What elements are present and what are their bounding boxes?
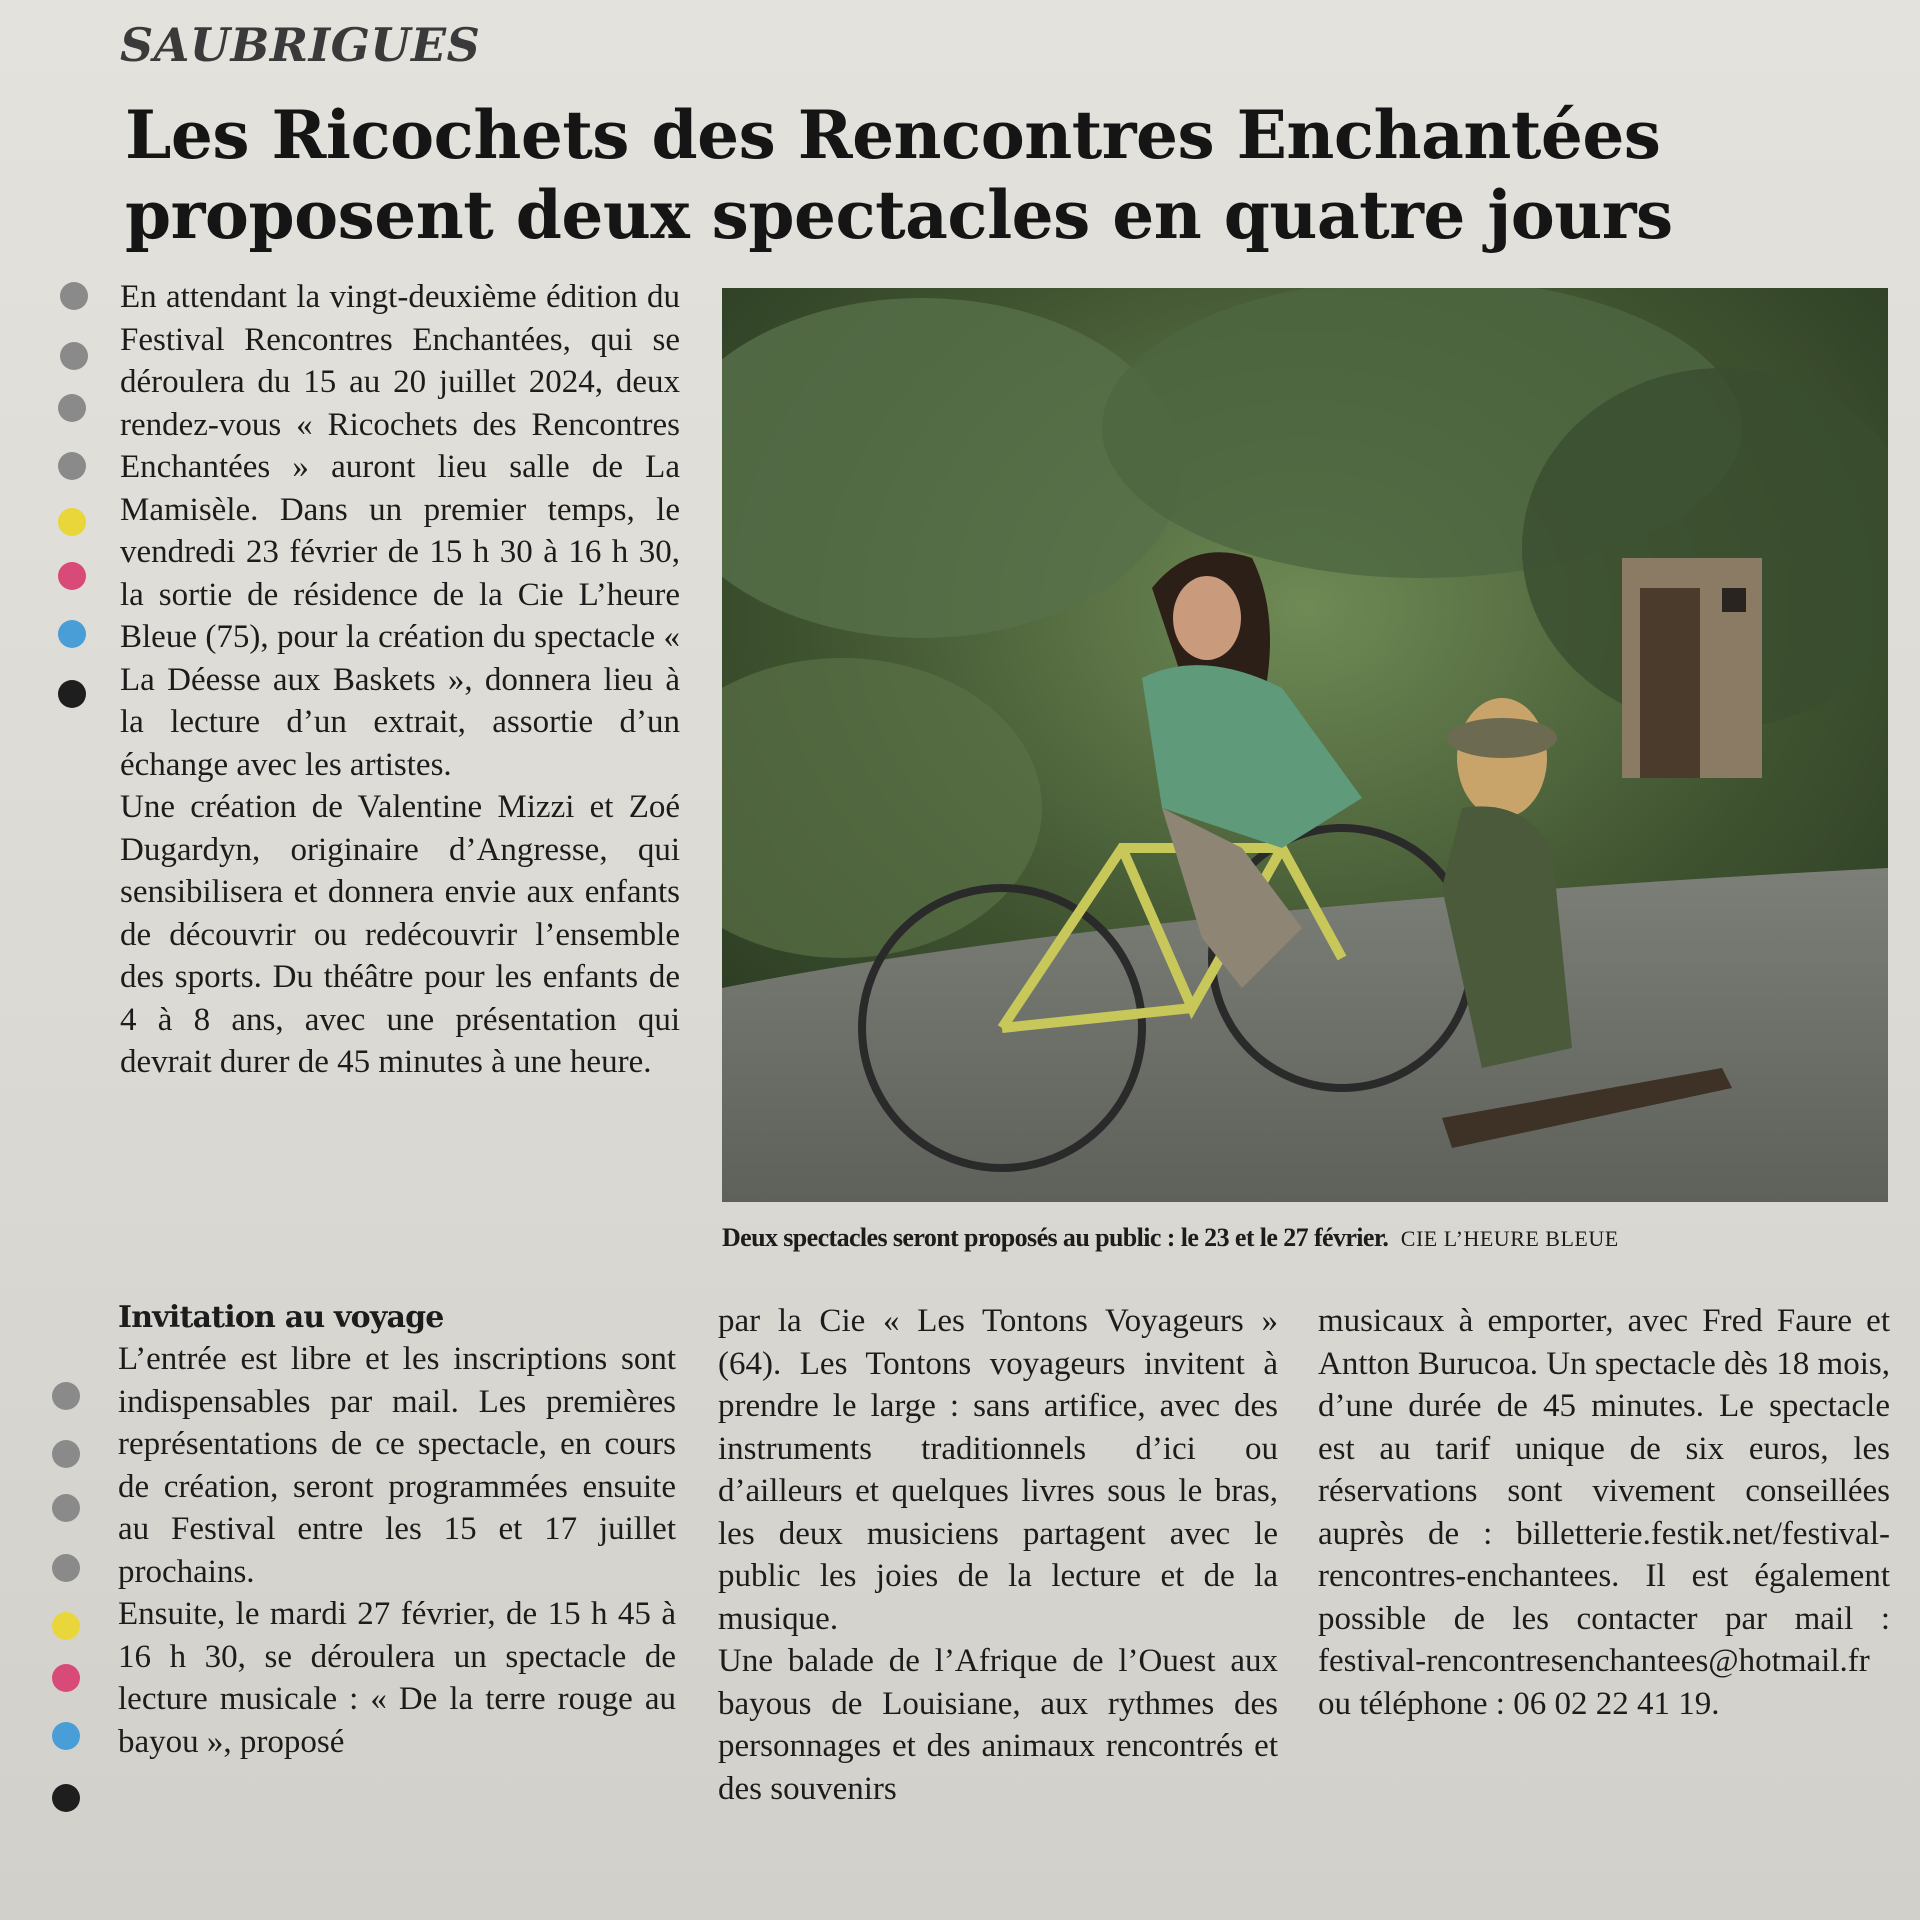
body-paragraph: par la Cie « Les Tontons Voyageurs » (64). Les Tontons voyageurs invitent à prendre le large : sans artifice, avec des instruments traditionnels d’ici ou d’ailleurs et quelques livres sous le bras, les deux musiciens partagent avec le public les joies de la lecture et de la musique. — [718, 1303, 1278, 1637]
registration-dot — [58, 680, 86, 708]
registration-dot — [58, 620, 86, 648]
body-column-2 — [718, 1300, 1278, 1810]
caption-text: Deux spectacles seront proposés au public : le 23 et le 27 février. — [722, 1223, 1389, 1252]
body-column-1 — [118, 1298, 676, 1763]
cyclist-skateboarder-photo — [722, 288, 1888, 1202]
registration-dot — [52, 1440, 80, 1468]
registration-dot — [58, 394, 86, 422]
body-column-3 — [1318, 1300, 1890, 1725]
registration-dot — [58, 452, 86, 480]
registration-dot — [52, 1612, 80, 1640]
registration-dot — [60, 282, 88, 310]
intro-paragraph: Une création de Valentine Mizzi et Zoé Dugardyn, originaire d’Angresse, qui sensibilisera et donnera envie aux enfants de découvrir ou redécouvrir l’ensemble des sports. Du théâtre pour les enfants de 4 à 8 ans, avec une présentation qui devrait durer de 45 minutes à une heure. — [120, 789, 680, 1080]
registration-dot — [52, 1554, 80, 1582]
registration-dot — [52, 1664, 80, 1692]
registration-dot — [52, 1784, 80, 1812]
article-headline: Les Ricochets des Rencontres Enchantées proposent deux spectacles en quatre jours — [125, 96, 1673, 254]
section-subhead: Invitation au voyage — [118, 1300, 444, 1335]
body-paragraph: Ensuite, le mardi 27 février, de 15 h 45 à 16 h 30, se déroulera un spectacle de lecture musicale : « De la terre rouge au bayou », proposé — [118, 1596, 676, 1760]
article-photo — [722, 288, 1888, 1202]
body-paragraph: musicaux à emporter, avec Fred Faure et Antton Burucoa. Un spectacle dès 18 mois, d’une durée de 45 minutes. Le spectacle est au tarif unique de six euros, les réservations sont vivement conseillées auprès de : billetterie.festik.net/festival-rencontres-enchantees. Il est également possible de les contacter par mail : festival-rencontresenchantees@hotmail.fr ou téléphone : 06 02 22 41 19. — [1318, 1303, 1890, 1722]
intro-column — [120, 276, 680, 1084]
registration-dot — [52, 1494, 80, 1522]
section-kicker: SAUBRIGUES — [120, 18, 481, 72]
registration-dot — [58, 508, 86, 536]
body-paragraph: L’entrée est libre et les inscriptions sont indispensables par mail. Les premières représentations de ce spectacle, en cours de création, seront programmées ensuite au Festival entre les 15 et 17 juillet prochains. — [118, 1341, 676, 1590]
registration-dot — [60, 342, 88, 370]
intro-paragraph: En attendant la vingt-deuxième édition du Festival Rencontres Enchantées, qui se déroulera du 15 au 20 juillet 2024, deux rendez-vous « Ricochets des Rencontres Enchantées » auront lieu salle de La Mamisèle. Dans un premier temps, le vendredi 23 février de 15 h 30 à 16 h 30, la sortie de résidence de la Cie L’heure Bleue (75), pour la création du spectacle « La Déesse aux Baskets », donnera lieu à la lecture d’un extrait, assortie d’un échange avec les artistes. — [120, 279, 680, 783]
photo-credit: CIE L’HEURE BLEUE — [1400, 1226, 1619, 1251]
registration-dot — [58, 562, 86, 590]
photo-caption — [722, 1222, 1888, 1255]
registration-dot — [52, 1382, 80, 1410]
registration-dot — [52, 1722, 80, 1750]
body-paragraph: Une balade de l’Afrique de l’Ouest aux bayous de Louisiane, aux rythmes des personnages et des animaux rencontrés et des souvenirs — [718, 1643, 1278, 1807]
